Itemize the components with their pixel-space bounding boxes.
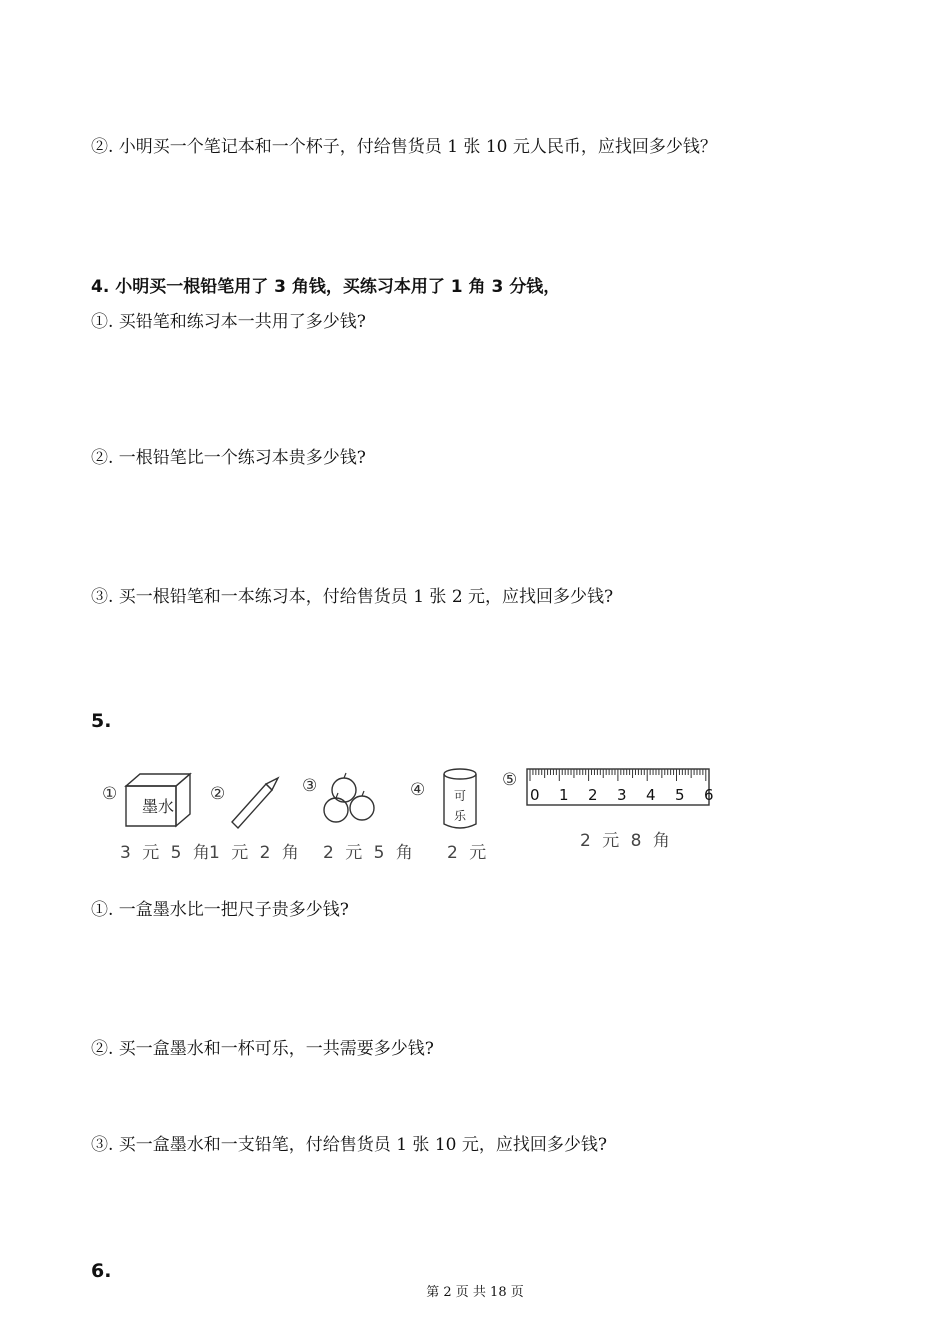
item5-price: 2 元 8 角 (580, 831, 673, 851)
q4-sub1: ①. 买铅笔和练习本一共用了多少钱? (91, 312, 366, 332)
ruler-tick-labels (530, 786, 720, 806)
ruler-tick-label: 1 (559, 786, 569, 804)
ruler-tick-label: 4 (646, 786, 656, 804)
item3-marker: ③ (302, 776, 318, 796)
item2-marker: ② (210, 784, 226, 804)
item4-marker: ④ (410, 780, 426, 800)
ruler-tick-label: 6 (704, 786, 714, 804)
item2-price: 1 元 2 角 (209, 843, 302, 863)
q6-number: 6. (91, 1260, 112, 1282)
ruler-tick-label: 5 (675, 786, 685, 804)
q5-sub3: ③. 买一盒墨水和一支铅笔，付给售货员 1 张 10 元，应找回多少钱? (91, 1135, 607, 1155)
pencil-icon (226, 774, 286, 830)
q3-sub2: ②. 小明买一个笔记本和一个杯子，付给售货员 1 张 10 元人民币，应找回多少钱？ (91, 137, 717, 157)
ruler-tick-label: 3 (617, 786, 627, 804)
item1-marker: ① (102, 784, 118, 804)
q5-number: 5. (91, 710, 112, 732)
q4-stem: 4. 小明买一根铅笔用了 3 角钱，买练习本用了 1 角 3 分钱， (91, 277, 561, 297)
q4-sub3: ③. 买一根铅笔和一本练习本，付给售货员 1 张 2 元，应找回多少钱? (91, 587, 614, 607)
ruler-tick-label: 0 (530, 786, 540, 804)
ruler-tick-label: 2 (588, 786, 598, 804)
item1-price: 3 元 5 角 (120, 843, 213, 863)
cola-cup-label: 可乐 (454, 789, 467, 823)
q5-sub2: ②. 买一盒墨水和一杯可乐，一共需要多少钱? (91, 1039, 434, 1059)
item5-marker: ⑤ (502, 770, 518, 790)
q5-sub1: ①. 一盒墨水比一把尺子贵多少钱? (91, 900, 349, 920)
item3-price: 2 元 5 角 (323, 843, 416, 863)
item4-price: 2 元 (447, 843, 490, 863)
apples-icon (318, 770, 390, 832)
q4-sub2: ②. 一根铅笔比一个练习本贵多少钱? (91, 448, 366, 468)
page-footer: 第 2 页 共 18 页 (426, 1285, 524, 1300)
ink-box-label: 墨水 (142, 797, 175, 816)
